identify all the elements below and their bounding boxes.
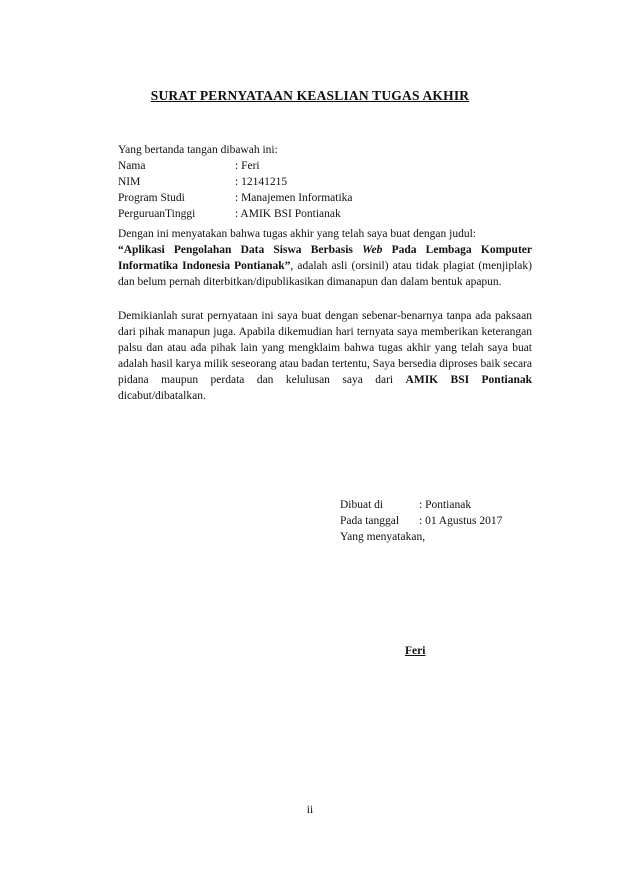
field-row-program <box>118 190 532 206</box>
declarant-text: Yang menyatakan, <box>340 531 426 543</box>
declarant-row <box>340 529 560 545</box>
date-label: Pada tanggal <box>340 515 400 527</box>
declaration-end: dicabut/dibatalkan. <box>118 390 206 402</box>
field-value: : Feri <box>235 160 260 172</box>
thesis-title-italic: Web <box>362 244 383 256</box>
identity-section <box>118 142 532 222</box>
intro-text: Yang bertanda tangan dibawah ini: <box>118 144 278 156</box>
thesis-title-close: Pada Lembaga Komputer Informatika Indonesia Pontianak” <box>118 244 532 272</box>
field-label: NIM <box>118 176 141 188</box>
field-label: PerguruanTinggi <box>118 208 196 220</box>
institution-name: AMIK BSI Pontianak <box>405 374 533 386</box>
field-row-name <box>118 158 532 174</box>
declaration-paragraph <box>118 308 532 404</box>
signer-name: Feri <box>405 645 426 657</box>
statement-body <box>118 242 532 290</box>
signature-block <box>340 497 560 545</box>
place-row <box>340 497 560 513</box>
intro-line <box>118 142 532 158</box>
thesis-title-open: “Aplikasi Pengolahan Data Siswa Berbasis <box>118 244 363 256</box>
field-value: : AMIK BSI Pontianak <box>235 208 341 220</box>
date-row <box>340 513 560 529</box>
statement-paragraph <box>118 226 532 290</box>
page-number: ii <box>306 804 314 816</box>
field-value: : Manajemen Informatika <box>235 192 353 204</box>
date-value: : 01 Agustus 2017 <box>419 515 503 527</box>
field-row-institution <box>118 206 532 222</box>
document-title: SURAT PERNYATAAN KEASLIAN TUGAS AKHIR <box>150 88 470 103</box>
place-value: : Pontianak <box>419 499 472 511</box>
declaration-body <box>118 308 532 404</box>
field-label: Nama <box>118 160 146 172</box>
statement-rest: , adalah asli (orsinil) atau tidak plagiat (menjiplak) dan belum pernah diterbitkan/dipublikasikan dimanapun dan dalam bentuk apapun. <box>118 260 532 288</box>
field-value: : 12141215 <box>235 176 288 188</box>
field-row-nim <box>118 174 532 190</box>
place-label: Dibuat di <box>340 499 384 511</box>
statement-lead <box>118 226 532 242</box>
declaration-text: Demikianlah surat pernyataan ini saya buat dengan sebenar-benarnya tanpa ada paksaan dari pihak manapun juga. Apabila dikemudian hari ternyata saya memberikan keterangan palsu dan atau ada pihak lain yang mengklaim bahwa tugas akhir yang telah saya buat adalah hasil karya milik seseorang atau badan tertentu, Saya bersedia diproses baik secara pidana maupun perdata dan kelulusan saya dari <box>118 310 532 386</box>
statement-lead-text: Dengan ini menyatakan bahwa tugas akhir yang telah saya buat dengan judul: <box>118 228 476 240</box>
field-label: Program Studi <box>118 192 185 204</box>
